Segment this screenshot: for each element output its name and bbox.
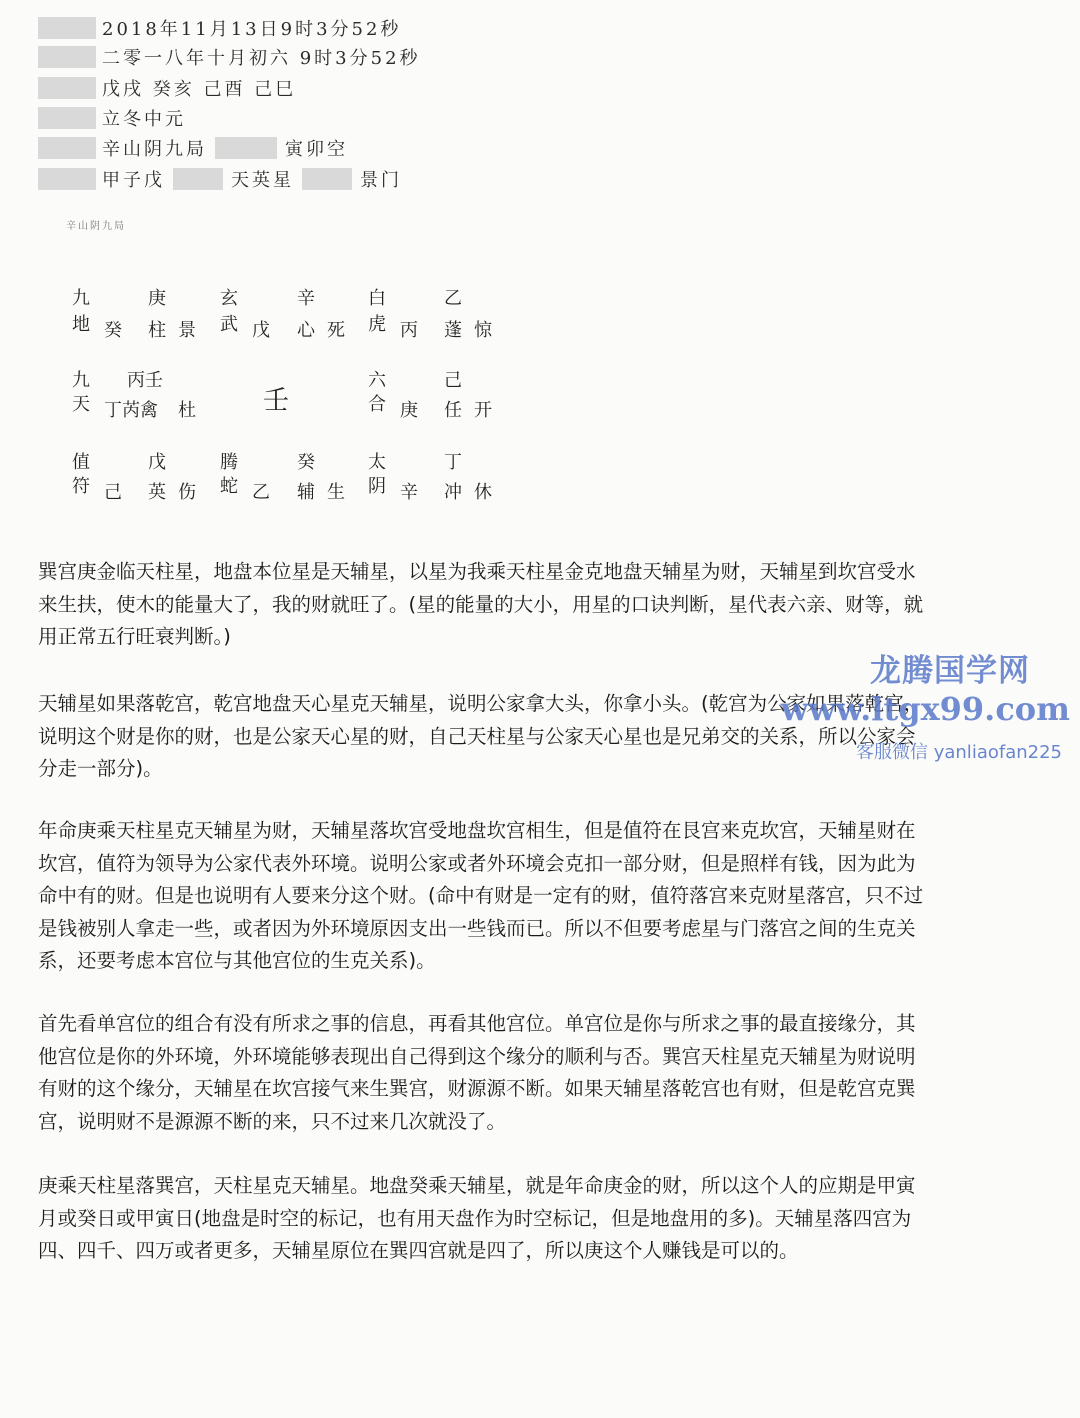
redacted-label (302, 168, 352, 190)
zhishi: 景门 (360, 170, 402, 191)
palace-4-star: 柱 (148, 320, 166, 341)
paragraph-3: 年命庚乘天柱星克天辅星为财，天辅星落坎宫受地盘坎宫相生，但是值符在艮宫来克坎宫，天辅星财在坎宫，值符为领导为公家代表外环境。说明公家或者外环境会克扣一部分财，但是照样有钱，因为此为命中有的财。但是也说明有人要来分这个财。(命中有财是一定有的财，值符落宫来克财星落宫，只不过是钱被别人拿走一些，或者因为外环境原因支出一些钱而已。所以不但要考虑星与门落宫之间的生克关系，还要考虑本宫位与其他宫位的生克关系)。 (38, 819, 924, 972)
watermark-url: www.ltgx99.com (780, 690, 1070, 728)
palace-7-god-bottom: 合 (368, 394, 386, 415)
paragraph-5: 庚乘天柱星落巽宫，天柱星克天辅星。地盘癸乘天辅星，就是年命庚金的财，所以这个人的应期是甲寅月或癸日或甲寅日(地盘是时空的标记，也有用天盘作为时空标记，但是地盘用的多)。天辅星落四宫为四、四千、四万或者更多，天辅星原位在巽四宫就是四了，所以庚这个人赚钱是可以的。 (38, 1174, 916, 1262)
ju-row (38, 136, 348, 160)
palace-2-star: 蓬 (444, 320, 462, 341)
ganzhi: 戊戌 癸亥 己酉 己巳 (102, 79, 297, 100)
palace-8-star: 英 (148, 482, 166, 503)
palace-8-god-bottom: 符 (72, 476, 90, 497)
palace-8-earth-stem: 己 (104, 482, 122, 503)
jieqi: 立冬中元 (102, 109, 186, 130)
palace-1-heaven-stem: 癸 (297, 452, 315, 473)
palace-5-center-stem: 壬 (263, 386, 290, 416)
palace-6-god-bottom: 阴 (368, 476, 386, 497)
palace-1-earth-stem: 乙 (252, 482, 270, 503)
palace-9-door: 死 (327, 320, 345, 341)
redacted-label (38, 77, 96, 99)
ganzhi-row (38, 76, 296, 100)
lunar-date: 二零一八年十月初六 9时3分52秒 (102, 48, 421, 69)
palace-4-heaven-stem: 庚 (148, 288, 166, 309)
palace-9-god-bottom: 武 (220, 314, 238, 335)
redacted-label (38, 168, 96, 190)
palace-8-door: 伤 (178, 482, 196, 503)
palace-3-god-bottom: 天 (72, 394, 90, 415)
palace-1-god-top: 腾 (220, 452, 238, 473)
zhifu: 天英星 (231, 170, 294, 191)
redacted-label (38, 137, 96, 159)
redacted-label (38, 46, 96, 68)
palace-8-god-top: 值 (72, 452, 90, 473)
chart-caption: 辛山阴九局 (66, 221, 126, 232)
palace-7-star: 任 (444, 400, 462, 421)
palace-6-earth-stem: 辛 (400, 482, 418, 503)
palace-2-god-bottom: 虎 (368, 314, 386, 335)
palace-6-heaven-stem: 丁 (444, 452, 462, 473)
paragraph-1: 巽宫庚金临天柱星，地盘本位星是天辅星，以星为我乘天柱星金克地盘天辅星为财，天辅星到坎宫受水来生扶，使木的能量大了，我的财就旺了。(星的能量的大小，用星的口诀判断，星代表六亲、财等，就用正常五行旺衰判断。) (38, 560, 924, 648)
palace-9-heaven-stem: 辛 (297, 288, 315, 309)
redacted-label (173, 168, 223, 190)
palace-2-god-top: 白 (368, 288, 386, 309)
paragraph-4: 首先看单宫位的组合有没有所求之事的信息，再看其他宫位。单宫位是你与所求之事的最直接缘分，其他宫位是你的外环境，外环境能够表现出自己得到这个缘分的顺利与否。巽宫天柱星克天辅星为财说明有财的这个缘分，天辅星在坎宫接气来生巽宫，财源源不断。如果天辅星落乾宫也有财，但是乾宫克巽宫，说明财不是源源不断的来，只不过来几次就没了。 (38, 1012, 916, 1133)
xunshou-row (38, 167, 402, 191)
palace-8-heaven-stem: 戊 (148, 452, 166, 473)
redacted-label (38, 17, 96, 39)
palace-7-god-top: 六 (368, 370, 386, 391)
palace-9-god-top: 玄 (220, 288, 238, 309)
palace-9-star: 心 (297, 320, 315, 341)
palace-4-god-bottom: 地 (72, 314, 90, 335)
palace-6-god-top: 太 (368, 452, 386, 473)
lunar-date-row (38, 45, 421, 69)
palace-6-door: 休 (474, 482, 492, 503)
palace-2-door: 惊 (474, 320, 492, 341)
redacted-label (215, 137, 277, 159)
palace-9-earth-stem: 戊 (252, 320, 270, 341)
kongwang: 寅卯空 (285, 139, 348, 160)
paragraph-2: 天辅星如果落乾宫，乾宫地盘天心星克天辅星，说明公家拿大头，你拿小头。(乾宫为公家如果落乾宫，说明这个财是你的财，也是公家天心星的财，自己天柱星与公家天心星也是兄弟交的关系，所以公家会分走一部分)。 (38, 692, 924, 780)
xunshou: 甲子戊 (102, 170, 165, 191)
solar-date: 2018年11月13日9时3分52秒 (102, 19, 402, 40)
palace-3-door: 杜 (178, 400, 196, 421)
palace-4-earth-stem: 癸 (104, 320, 122, 341)
palace-3-god-top: 九 (72, 370, 90, 391)
palace-7-door: 开 (474, 400, 492, 421)
watermark-title: 龙腾国学网 (870, 653, 1030, 689)
ju: 辛山阴九局 (102, 139, 207, 160)
redacted-label (38, 107, 96, 129)
palace-3-heaven-stem: 丙壬 (127, 370, 163, 391)
jieqi-row (38, 106, 186, 130)
palace-4-door: 景 (178, 320, 196, 341)
palace-2-earth-stem: 丙 (400, 320, 418, 341)
palace-2-heaven-stem: 乙 (444, 288, 462, 309)
palace-7-earth-stem: 庚 (400, 400, 418, 421)
palace-1-god-bottom: 蛇 (220, 476, 238, 497)
watermark-contact: 客服微信 yanliaofan225 (856, 742, 1062, 763)
palace-1-door: 生 (327, 482, 345, 503)
palace-6-star: 冲 (444, 482, 462, 503)
palace-1-star: 辅 (297, 482, 315, 503)
solar-date-row (38, 16, 401, 40)
palace-4-god-top: 九 (72, 288, 90, 309)
palace-7-heaven-stem: 己 (444, 370, 462, 391)
palace-3-earth-stem-star: 丁芮禽 (104, 400, 158, 421)
